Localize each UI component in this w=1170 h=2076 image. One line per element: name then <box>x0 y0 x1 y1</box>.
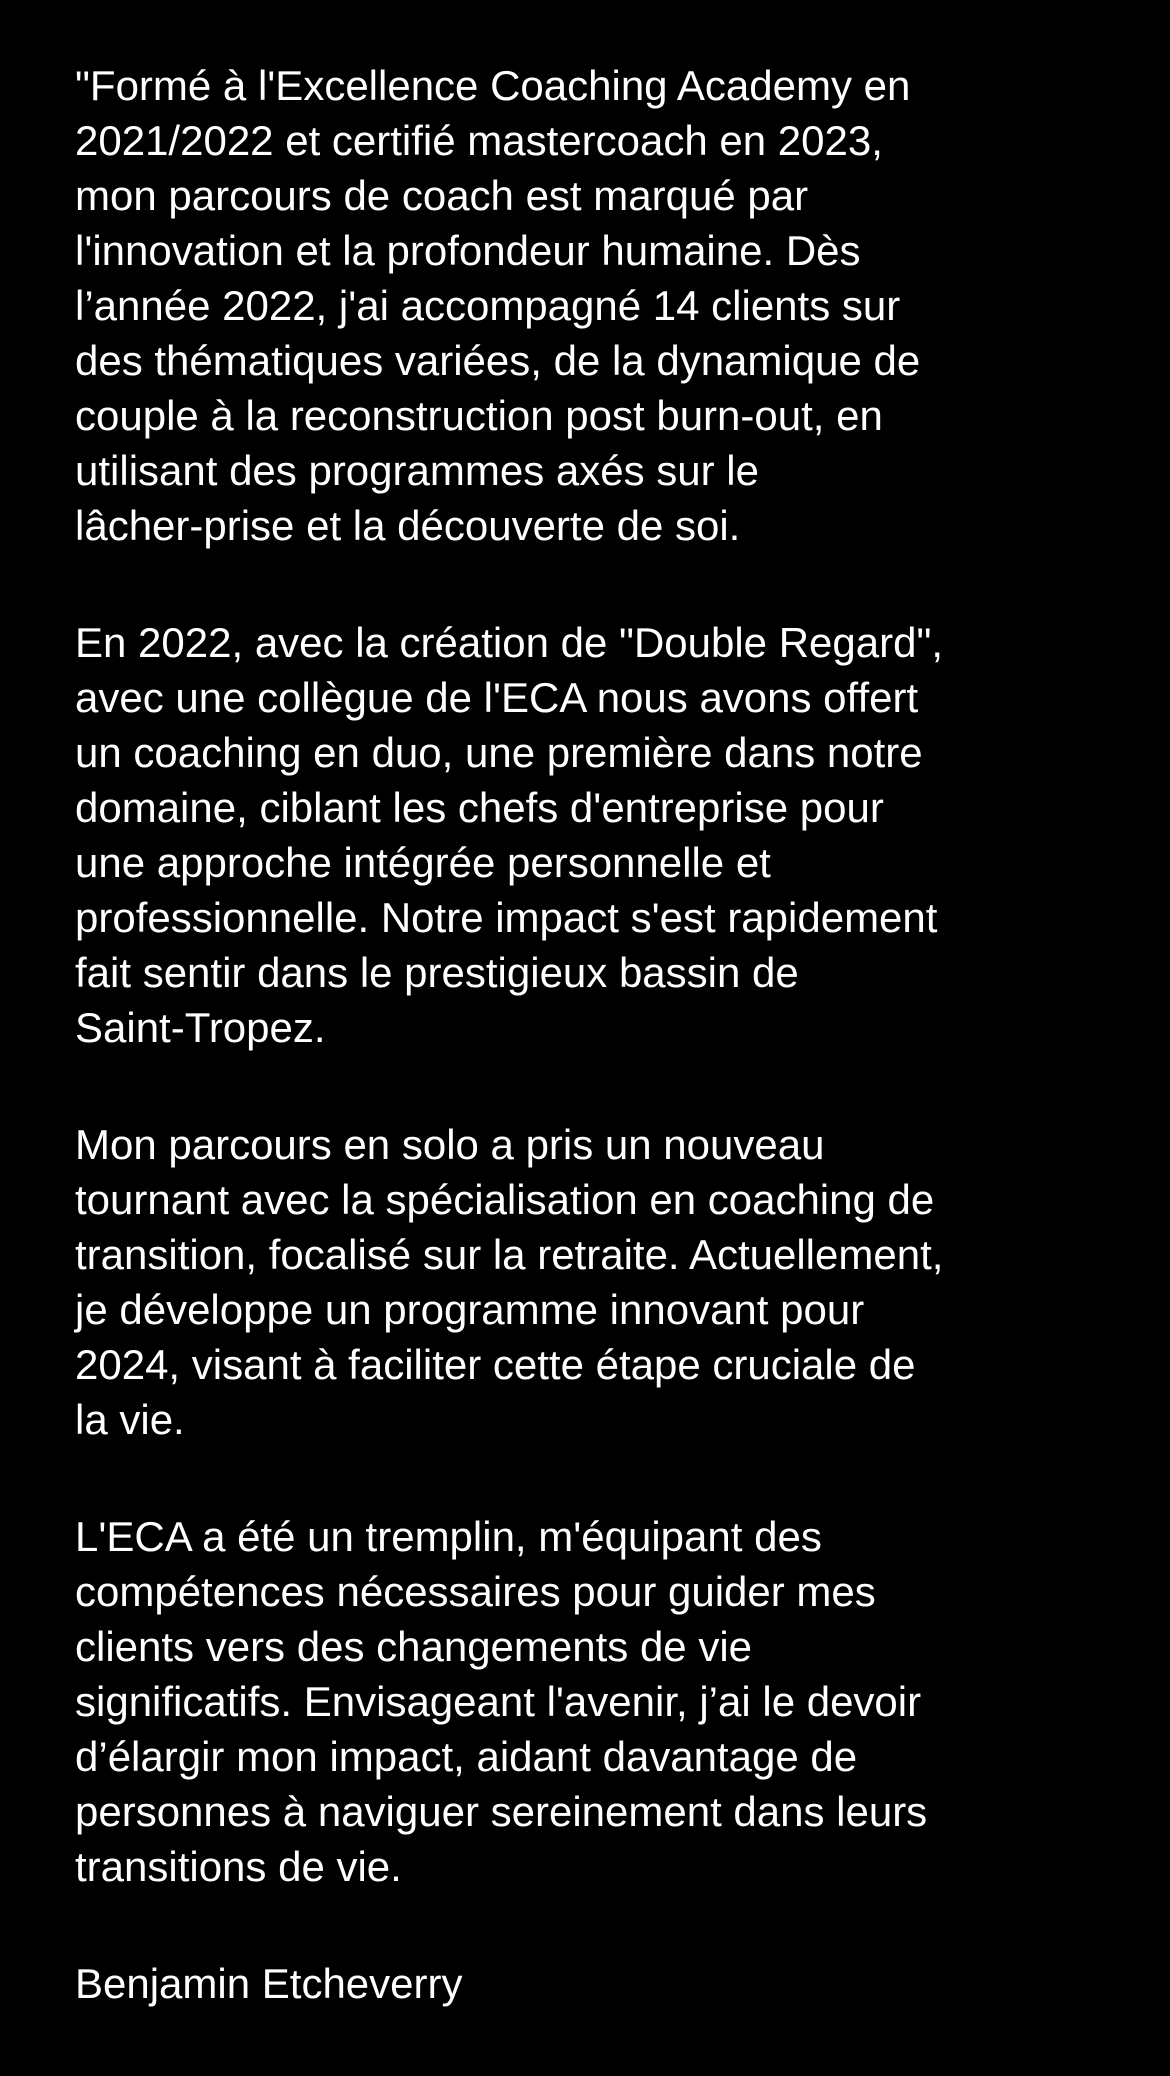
author-signature: Benjamin Etcheverry <box>75 1960 463 2007</box>
paragraph-solo-path: Mon parcours en solo a pris un nouveau tournant avec la spécialisation en coaching de transition, focalisé sur la retraite. Actuellement, je développe un programme innovant pour 2024, visant à faciliter cette étape cruciale de la vie. <box>75 1121 944 1443</box>
paragraph-double-regard: En 2022, avec la création de "Double Regard", avec une collègue de l'ECA nous avons offert un coaching en duo, une première dans notre domaine, ciblant les chefs d'entreprise pour une approche intégrée personnelle et professionnelle. Notre impact s'est rapidement fait sentir dans le prestigieux bassin de Saint-Tropez. <box>75 619 944 1051</box>
paragraph-training: "Formé à l'Excellence Coaching Academy en 2021/2022 et certifié mastercoach en 2023, mon parcours de coach est marqué par l'innovation et la profondeur humaine. Dès l’année 2022, j'ai accompagné 14 clients sur des thématiques variées, de la dynamique de couple à la reconstruction post burn-out, en utilisant des programmes axés sur le lâcher-prise et la découverte de soi. <box>75 62 921 549</box>
paragraph-eca-springboard: L'ECA a été un tremplin, m'équipant des compétences nécessaires pour guider mes clients vers des changements de vie significatifs. Envisageant l'avenir, j’ai le devoir d’élargir mon impact, aidant davantage de personnes à naviguer sereinement dans leurs transitions de vie. <box>75 1513 928 1890</box>
